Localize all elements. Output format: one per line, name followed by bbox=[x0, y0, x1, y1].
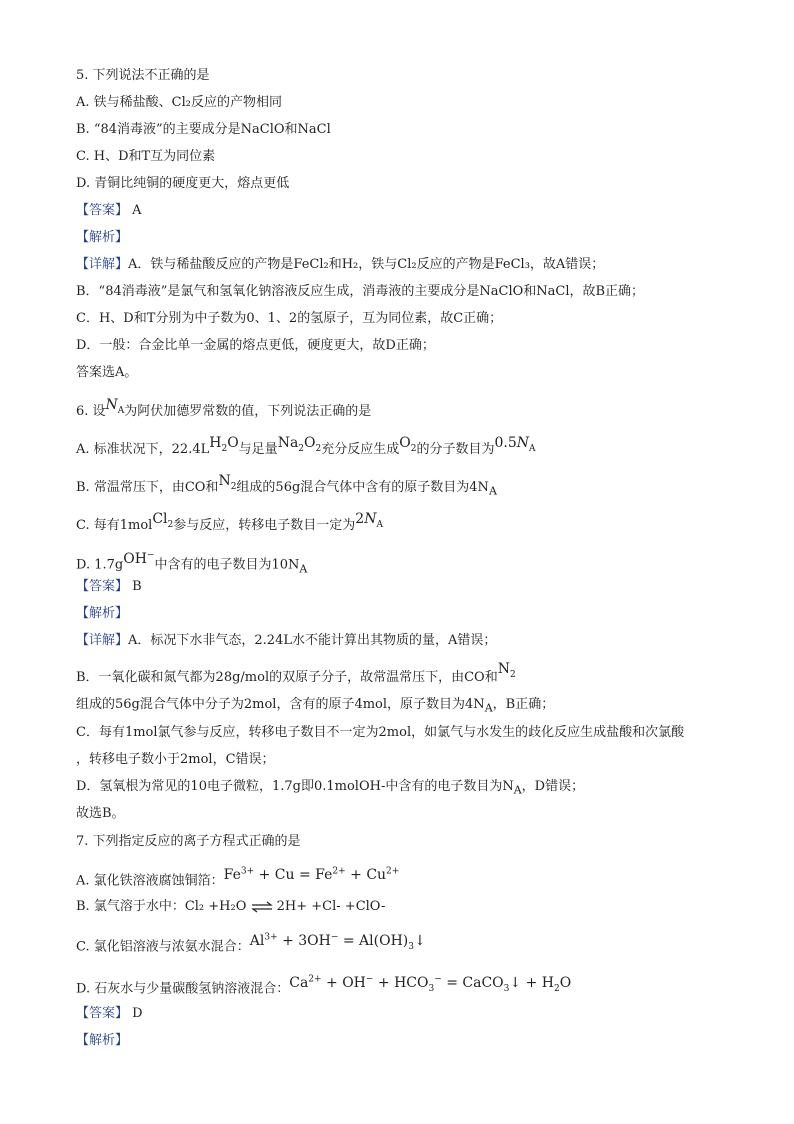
detail-text: A．标况下水非气态，2.24L水不能计算出其物质的量，A错误； bbox=[128, 633, 497, 648]
q6-detail-b2-tail: ，B正确； bbox=[492, 697, 555, 712]
n2-n: N bbox=[497, 661, 510, 677]
q5-stem: 5. 下列说法不正确的是 bbox=[76, 68, 210, 83]
analysis-tag: 【解析】 bbox=[76, 230, 129, 245]
q6-detail-b2-text: 组成的56g混合气体中分子为2mol，含有的原子4mol，原子数目为4N bbox=[76, 697, 485, 712]
q6-detail-b1 bbox=[76, 661, 754, 692]
q7-answer-line bbox=[76, 1005, 754, 1023]
q6-stem-suffix: 为阿伏加德罗常数的值，下列说法正确的是 bbox=[124, 404, 372, 419]
q7-option-c bbox=[76, 934, 754, 961]
q6-detail-b1-text: B．一氧化碳和氮气都为28g/mol的双原子分子，故常温常压下，由CO和 bbox=[76, 670, 498, 685]
q6-a-number: 0.5 bbox=[494, 435, 517, 451]
q6-conclusion: 故选B。 bbox=[76, 806, 125, 821]
na-symbol bbox=[105, 397, 125, 416]
h2o-h: H bbox=[209, 435, 222, 451]
na-sub: A bbox=[117, 405, 125, 416]
q6-a-value: $0.5N_A$ bbox=[494, 435, 536, 454]
q5-detail-a bbox=[76, 256, 754, 274]
na2o2-na: Na bbox=[277, 435, 299, 451]
q5-answer-line bbox=[76, 202, 754, 220]
q7-stem: 7. 下列指定反应的离子方程式正确的是 bbox=[76, 834, 301, 849]
detail-tag: 【详解】 bbox=[76, 633, 129, 648]
analysis-tag: 【解析】 bbox=[76, 606, 129, 621]
answer-value: B bbox=[132, 579, 142, 594]
q7-b-eq-right: 2H+ +Cl- +ClO- bbox=[276, 899, 386, 914]
n2-formula: $N_2$ bbox=[218, 473, 237, 492]
analysis-tag: 【解析】 bbox=[76, 1033, 129, 1048]
na2o2-formula: $Na_2O_2$ bbox=[277, 435, 322, 454]
q6-b-suffix: 组成的56g混合气体中含有的原子数目为4N bbox=[236, 480, 489, 495]
q5-detail-b: B．“84消毒液”是氯气和氢氧化钠溶液反应生成，消毒液的主要成分是NaClO和NaCl，故B正确； bbox=[76, 284, 645, 299]
q6-answer-line bbox=[76, 578, 754, 596]
answer-tag: 【答案】 bbox=[76, 1006, 129, 1021]
q6-stem bbox=[76, 397, 754, 426]
q6-option-c bbox=[76, 511, 754, 540]
q7-d-equation: $Ca^{2+} + OH^- + HCO_3^-$ = CaCO$_3$↓ + $H_2O$ bbox=[289, 974, 572, 994]
q6-option-a bbox=[76, 435, 754, 464]
q6-detail-c2: ，转移电子数小于2mol，C错误； bbox=[76, 752, 275, 767]
detail-text: A．铁与稀盐酸反应的产物是FeCl₂和H₂，铁与Cl₂反应的产物是FeCl₃，故A错误； bbox=[128, 257, 605, 272]
q6-d-suffix: 中含有的电子数目为10N bbox=[154, 557, 300, 573]
cl2-cl: Cl bbox=[152, 511, 168, 527]
q5-option-c: C. H、D和T互为同位素 bbox=[76, 149, 216, 164]
o2-formula: $O_2$ bbox=[399, 435, 417, 454]
n2-formula: $N_2$ bbox=[497, 661, 516, 680]
oh-formula: OH− bbox=[123, 550, 155, 567]
q6-b-prefix: B. 常温常压下，由CO和 bbox=[76, 480, 219, 495]
q6-a-prefix: A. 标准状况下，22.4L bbox=[76, 442, 210, 457]
q6-detail-a bbox=[76, 632, 754, 650]
q5-conclusion: 答案选A。 bbox=[76, 365, 138, 380]
q7-b-eq-left: Cl₂ +H₂O bbox=[184, 899, 247, 914]
q5-detail-c: C．H、D和T分别为中子数为0、1、2的氢原子，互为同位素，故C正确； bbox=[76, 311, 503, 326]
q6-a-mid3: 的分子数目为 bbox=[416, 442, 495, 457]
na-n: N bbox=[105, 397, 118, 413]
q6-detail-d-tail: ，D错误； bbox=[521, 779, 585, 794]
q7-b-prefix: B. 氯气溶于水中： bbox=[76, 899, 185, 914]
q7-d-prefix: D. 石灰水与少量碳酸氢钠溶液混合： bbox=[76, 981, 290, 997]
q7-option-a bbox=[76, 868, 754, 891]
q7-a-equation: $Fe^{3+} + Cu = Fe^{2+} + Cu^{2+}$ bbox=[223, 866, 400, 883]
q6-detail-d: D．氢氧根为常见的10电子微粒，1.7g即0.1molOH-中含有的电子数目为$N_A$，D错误； bbox=[76, 779, 585, 797]
q6-c-prefix: C. 每有1mol bbox=[76, 518, 153, 533]
answer-tag: 【答案】 bbox=[76, 203, 129, 218]
q6-d-prefix: D. 1.7g bbox=[76, 557, 124, 573]
answer-value: A bbox=[132, 203, 142, 218]
q6-a-mid1: 与足量 bbox=[238, 442, 278, 457]
q5-option-a: A. 铁与稀盐酸、Cl₂反应的产物相同 bbox=[76, 95, 282, 110]
q6-detail-b2: 组成的56g混合气体中分子为2mol，含有的原子4mol，原子数目为$4N_A$，B正确； bbox=[76, 697, 555, 715]
q6-detail-d-text: D．氢氧根为常见的10电子微粒，1.7g即0.1molOH-中含有的电子数目为N bbox=[76, 779, 514, 794]
q7-a-prefix: A. 氯化铁溶液腐蚀铜箔： bbox=[76, 873, 224, 889]
q5-option-d: D. 青铜比纯铜的硬度更大，熔点更低 bbox=[76, 176, 290, 191]
q6-c-number: 2 bbox=[355, 511, 365, 527]
q5-detail-d: D．一般：合金比单一金属的熔点更低，硬度更大，故D正确； bbox=[76, 338, 435, 353]
q6-c-mid: 参与反应，转移电子数目一定为 bbox=[173, 518, 356, 533]
q7-option-d bbox=[76, 976, 754, 1003]
q6-a-mid2: 充分反应生成 bbox=[321, 442, 400, 457]
q6-detail-c1: C．每有1mol氯气参与反应，转移电子数目不一定为2mol，如氯气与水发生的歧化反应生成盐酸和次氯酸 bbox=[76, 725, 685, 740]
detail-tag: 【详解】 bbox=[76, 257, 129, 272]
q7-option-b bbox=[76, 898, 754, 916]
answer-value: D bbox=[132, 1006, 143, 1021]
q7-c-equation: $Al^{3+} + 3OH^-$ = $Al(OH)_3↓$ bbox=[249, 932, 426, 952]
q6-c-value: $2N_A$ bbox=[355, 511, 383, 530]
h2o-formula: $H_2O$ bbox=[209, 435, 239, 454]
oh-text: OH bbox=[123, 550, 147, 567]
q6-option-d: D. 1.7gOH−中含有的电子数目为$10N_A$ bbox=[76, 550, 308, 576]
n2-n: N bbox=[218, 473, 231, 489]
cl2-formula: $Cl_2$ bbox=[152, 511, 174, 530]
equilibrium-arrow-icon bbox=[251, 901, 273, 913]
answer-tag: 【答案】 bbox=[76, 579, 129, 594]
q6-stem-prefix: 6. 设 bbox=[76, 404, 106, 419]
q6-option-b: B. 常温常压下，由CO和$N_2$组成的56g混合气体中含有的原子数目为$4N_A$ bbox=[76, 473, 497, 498]
q7-c-prefix: C. 氯化铝溶液与浓氨水混合： bbox=[76, 939, 250, 955]
q5-option-b: B. “84消毒液”的主要成分是NaClO和NaCl bbox=[76, 122, 331, 137]
o2-o: O bbox=[399, 435, 411, 451]
